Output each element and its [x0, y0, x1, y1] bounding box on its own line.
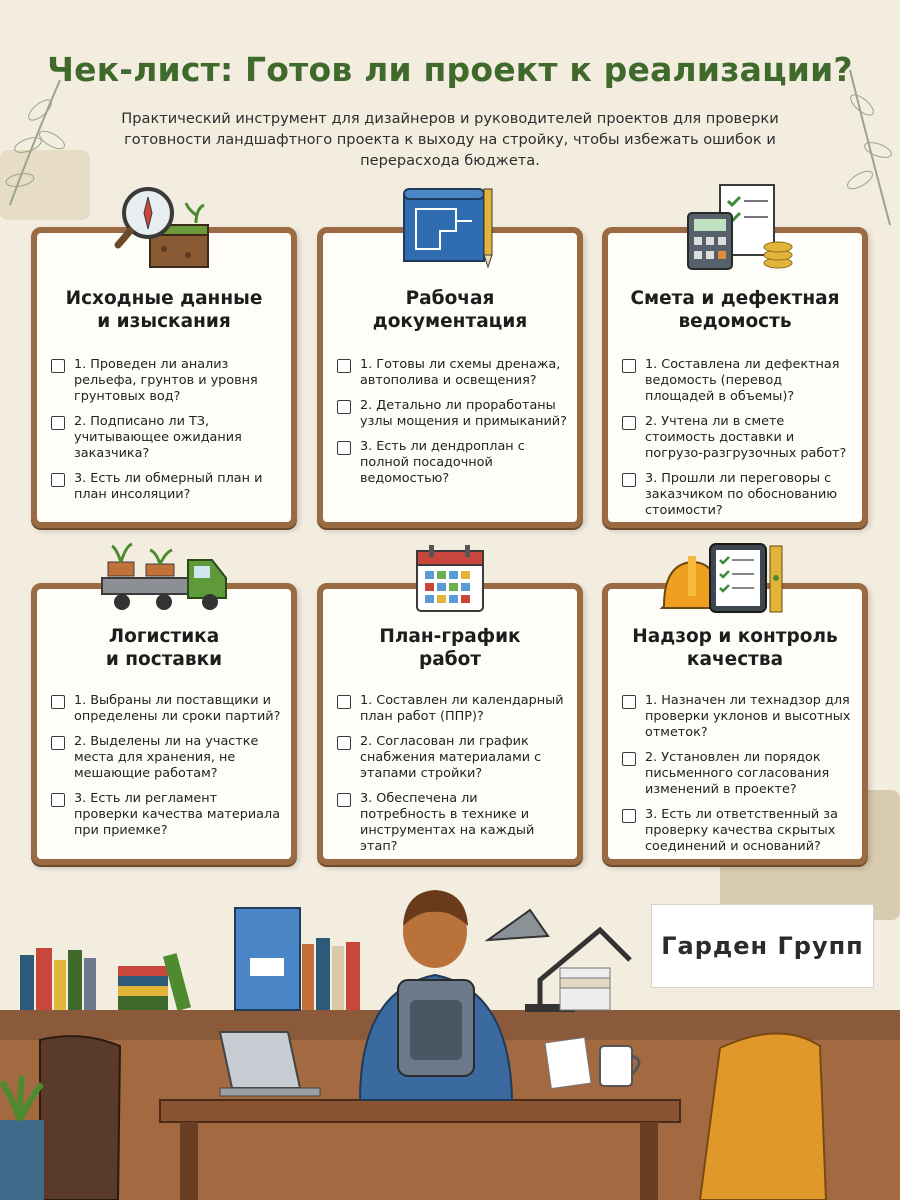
card-title-line: Логистика	[108, 626, 220, 647]
blueprint-icon	[400, 185, 500, 270]
card-title	[323, 625, 577, 671]
checkbox[interactable]	[51, 736, 65, 750]
checklist-item	[51, 414, 281, 462]
card-title-line: работ	[418, 649, 482, 670]
checkbox[interactable]	[622, 695, 636, 709]
checkbox[interactable]	[622, 752, 636, 766]
checkbox[interactable]	[622, 416, 636, 430]
checklist-item	[337, 357, 567, 389]
checklist-item-text: 3. Есть ли регламент проверки качества материала при приемке?	[74, 791, 281, 838]
checklist	[337, 357, 567, 496]
card-title-line: качества	[686, 649, 784, 670]
checkbox[interactable]	[51, 359, 65, 373]
checklist-item	[337, 439, 567, 487]
card-title	[608, 625, 862, 671]
checkbox[interactable]	[337, 736, 351, 750]
card-title-line: Исходные данные	[65, 288, 263, 309]
checklist-item	[51, 791, 281, 839]
checklist-item-text: 1. Составлена ли дефектная ведомость (перевод площадей в объемы)?	[645, 357, 840, 404]
checklist-item-text: 3. Обеспечена ли потребность в технике и инструментах на каждый этап?	[360, 791, 535, 854]
card-title-line: и изыскания	[97, 311, 231, 332]
card-title-line: ведомость	[678, 311, 792, 332]
checklist-item-text: 2. Детально ли проработаны узлы мощения и примыканий?	[360, 398, 567, 429]
card-title-line: Рабочая	[405, 288, 495, 309]
checklist-item	[337, 693, 567, 725]
calendar-icon	[415, 543, 485, 613]
checklist-item	[51, 357, 281, 405]
checklist-item	[51, 734, 281, 782]
checklist-item	[622, 414, 852, 462]
card-schedule	[317, 583, 583, 865]
checklist-item	[622, 693, 852, 741]
page-subtitle: Практический инструмент для дизайнеров и руководителей проектов для проверки готовности ландшафтного проекта к выходу на стройку, чтобы избежать ошибок и перерасхода бюджета.	[121, 110, 779, 169]
checklist-item-text: 1. Проведен ли анализ рельефа, грунтов и уровня грунтовых вод?	[74, 357, 258, 404]
card-title-line: Смета и дефектная	[630, 288, 840, 309]
brand-label: Гарден Групп	[651, 904, 874, 988]
checklist-item	[622, 471, 852, 519]
checkbox[interactable]	[337, 441, 351, 455]
checklist-item-text: 1. Назначен ли технадзор для проверки уклонов и высотных отметок?	[645, 693, 851, 740]
card-title-line: План-график	[379, 626, 521, 647]
checklist-item-text: 2. Выделены ли на участке места для хранения, не мешающие работам?	[74, 734, 259, 781]
checkbox[interactable]	[622, 359, 636, 373]
checklist-item-text: 3. Прошли ли переговоры с заказчиком по обоснованию стоимости?	[645, 471, 838, 518]
checklist-item	[51, 471, 281, 503]
calculator-icon	[686, 183, 796, 273]
checklist	[622, 357, 852, 528]
card-title	[37, 287, 291, 333]
checkbox[interactable]	[622, 473, 636, 487]
checklist-item-text: 2. Установлен ли порядок письменного согласования изменений в проекте?	[645, 750, 830, 797]
checkbox[interactable]	[51, 473, 65, 487]
checklist-item	[622, 807, 852, 855]
card-logistics	[31, 583, 297, 865]
soil-survey-icon	[112, 183, 212, 273]
checklist-item	[337, 791, 567, 855]
page-title: Чек-лист: Готов ли проект к реализации?	[47, 50, 853, 89]
checkbox[interactable]	[51, 793, 65, 807]
card-title-line: и поставки	[105, 649, 223, 670]
hardhat-icon	[660, 540, 790, 618]
checklist-item-text: 1. Составлен ли календарный план работ (ППР)?	[360, 693, 564, 724]
checklist-item-text: 2. Согласован ли график снабжения материалами с этапами стройки?	[360, 734, 542, 781]
checklist-item-text: 2. Учтена ли в смете стоимость доставки и погрузо-разгрузочных работ?	[645, 414, 847, 461]
checkbox[interactable]	[337, 359, 351, 373]
checklist	[622, 693, 852, 864]
checkbox[interactable]	[337, 400, 351, 414]
card-supervision	[602, 583, 868, 865]
checklist-item-text: 1. Готовы ли схемы дренажа, автополива и освещения?	[360, 357, 561, 388]
checklist-item-text: 1. Выбраны ли поставщики и определены ли сроки партий?	[74, 693, 281, 724]
checklist-item	[337, 734, 567, 782]
checklist	[337, 693, 567, 864]
checklist-item	[622, 750, 852, 798]
card-working-docs	[317, 227, 583, 528]
checkbox[interactable]	[337, 695, 351, 709]
card-title-line: Надзор и контроль	[632, 626, 838, 647]
card-title	[608, 287, 862, 333]
checklist-item-text: 3. Есть ли дендроплан с полной посадочной ведомостью?	[360, 439, 525, 486]
card-title	[323, 287, 577, 333]
checklist-item	[622, 357, 852, 405]
checkbox[interactable]	[622, 809, 636, 823]
checkbox[interactable]	[337, 793, 351, 807]
checklist	[51, 357, 281, 512]
checkbox[interactable]	[51, 695, 65, 709]
checklist-item	[51, 693, 281, 725]
checklist	[51, 693, 281, 848]
checklist-item-text: 3. Есть ли обмерный план и план инсоляции?	[74, 471, 263, 502]
card-title-line: документация	[372, 311, 528, 332]
checklist-item	[337, 398, 567, 430]
checkbox[interactable]	[51, 416, 65, 430]
card-title	[37, 625, 291, 671]
checklist-item-text: 2. Подписано ли ТЗ, учитывающее ожидания заказчика?	[74, 414, 242, 461]
leaf-branch-icon	[0, 70, 80, 210]
checklist-item-text: 3. Есть ли ответственный за проверку качества скрытых соединений и оснований?	[645, 807, 838, 854]
truck-icon	[100, 540, 230, 618]
